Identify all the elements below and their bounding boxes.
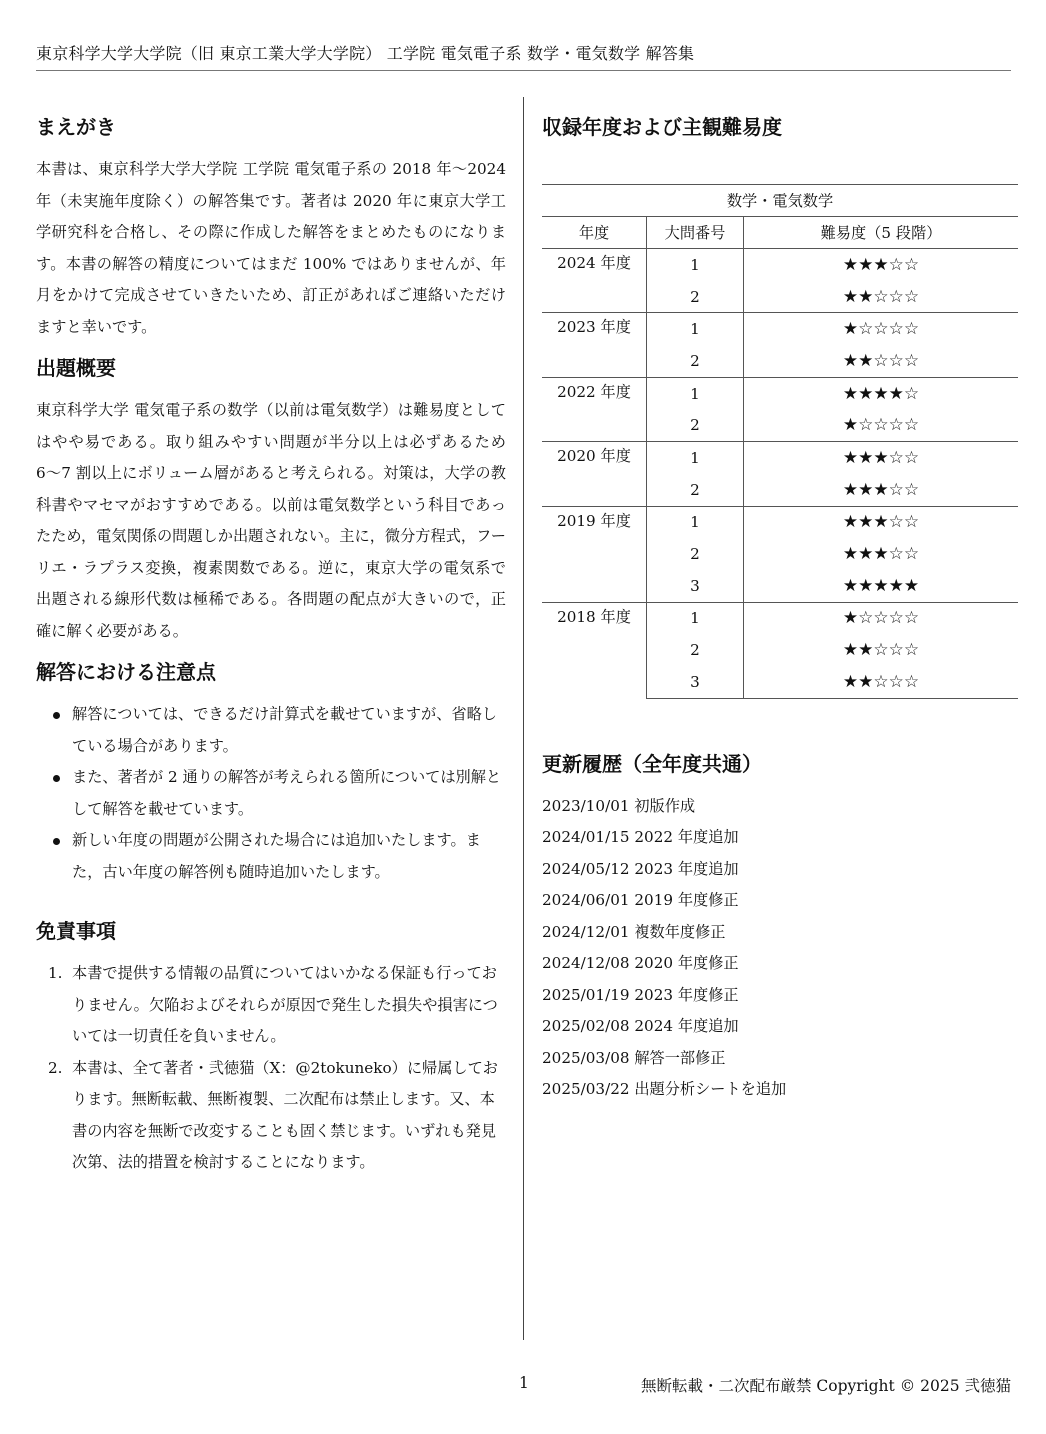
disclaimer-item-text: 本書は、全て著者・弐徳猫（X：@2tokuneko）に帰属しております。無断転載、無断複製、二次配布は禁止します。又、本書の内容を無断で改変することも固く禁じます。いずれも発見次第、法的措置を検討することになります。 — [72, 1058, 498, 1171]
difficulty-cell — [744, 442, 1019, 474]
running-header: 東京科学大学大学院（旧 東京工業大学大学院） 工学院 電気電子系 数学・電気数学 解答集 — [36, 44, 695, 63]
column-header-question: 大問番号 — [647, 217, 744, 249]
history-item: 2024/12/01 複数年度修正 — [542, 922, 726, 941]
preface-section — [36, 112, 506, 343]
difficulty-cell — [744, 570, 1019, 602]
difficulty-cell — [744, 377, 1019, 409]
question-number-cell: 2 — [647, 474, 744, 506]
notes-item — [72, 699, 506, 762]
difficulty-cell — [744, 538, 1019, 570]
disclaimer-item — [48, 1053, 506, 1179]
history-item: 2024/01/15 2022 年度追加 — [542, 828, 739, 847]
question-number-cell: 1 — [647, 377, 744, 409]
history-item: 2025/03/22 出題分析シートを追加 — [542, 1080, 787, 1099]
history-item: 2024/06/01 2019 年度修正 — [542, 891, 739, 910]
difficulty-cell — [744, 249, 1019, 281]
year-cell: 2020 年度 — [542, 442, 647, 506]
year-cell: 2024 年度 — [542, 249, 647, 313]
right-column — [542, 112, 1018, 1106]
overview-text: 東京科学大学 電気電子系の数学（以前は電気数学）は難易度としてはやや易である。取り組みやすい問題が半分以上は必ずあるため 6〜7 割以上にボリューム層があると考えられる。対策は，大学の教科書やマセマがおすすめである。以前は電気数学という科目であったため，電気関係の問題しか出題されない。主に，微分方程式，フーリエ・ラプラス変換，複素関数である。逆に，東京大学の電気系で出題される線形代数は極稀である。各問題の配点が大きいので，正確に解く必要がある。 — [36, 401, 507, 640]
table-row — [542, 602, 1018, 634]
question-number-cell: 1 — [647, 442, 744, 474]
year-cell: 2023 年度 — [542, 313, 647, 377]
history-item: 2023/10/01 初版作成 — [542, 796, 696, 815]
star-rating-icon: ★★★☆☆ — [842, 254, 920, 275]
year-cell: 2022 年度 — [542, 377, 647, 441]
difficulty-cell — [744, 313, 1019, 345]
question-number-cell: 1 — [647, 313, 744, 345]
star-rating-icon: ★★☆☆☆ — [842, 350, 920, 371]
question-number-cell: 2 — [647, 634, 744, 666]
bullet-icon — [53, 838, 60, 845]
disclaimer-item-text: 本書で提供する情報の品質についてはいかなる保証も行っておりません。欠陥およびそれらが原因で発生した損失や損害については一切責任を負いません。 — [72, 964, 498, 1045]
history-item: 2024/05/12 2023 年度追加 — [542, 859, 739, 878]
difficulty-cell — [744, 602, 1019, 634]
star-rating-icon: ★★☆☆☆ — [842, 671, 920, 692]
star-rating-icon: ★★★★☆ — [842, 383, 920, 404]
table-row — [542, 442, 1018, 474]
difficulty-cell — [744, 345, 1019, 377]
column-header-year: 年度 — [542, 217, 647, 249]
question-number-cell: 1 — [647, 249, 744, 281]
difficulty-table-body — [542, 249, 1018, 699]
star-rating-icon: ★★★☆☆ — [842, 512, 920, 533]
difficulty-table — [542, 184, 1018, 699]
question-number-cell: 1 — [647, 506, 744, 538]
star-rating-icon: ★★☆☆☆ — [842, 640, 920, 661]
bullet-icon — [53, 712, 60, 719]
item-number: 1. — [48, 964, 63, 982]
overview-section — [36, 353, 506, 647]
disclaimer-heading: 免責事項 — [36, 919, 116, 943]
question-number-cell: 3 — [647, 570, 744, 602]
page-number: 1 — [519, 1374, 529, 1392]
disclaimer-list — [36, 958, 506, 1179]
disclaimer-item — [48, 958, 506, 1053]
table-row — [542, 506, 1018, 538]
column-divider — [523, 97, 524, 1340]
notes-item-text: また、著者が 2 通りの解答が考えられる箇所については別解として解答を載せています。 — [72, 768, 502, 818]
star-rating-icon: ★☆☆☆☆ — [842, 319, 920, 340]
history-list — [542, 791, 1018, 1106]
disclaimer-section — [36, 916, 506, 1179]
question-number-cell: 2 — [647, 345, 744, 377]
star-rating-icon: ★☆☆☆☆ — [842, 415, 920, 436]
star-rating-icon: ★★★☆☆ — [842, 544, 920, 565]
history-item: 2024/12/08 2020 年度修正 — [542, 954, 739, 973]
table-row — [542, 249, 1018, 281]
year-cell: 2018 年度 — [542, 602, 647, 698]
notes-item-text: 解答については、できるだけ計算式を載せていますが、省略している場合があります。 — [72, 705, 497, 755]
copyright-notice: 無断転載・二次配布厳禁 Copyright © 2025 弐徳猫 — [640, 1377, 1011, 1395]
history-item: 2025/01/19 2023 年度修正 — [542, 985, 739, 1004]
difficulty-cell — [744, 506, 1019, 538]
question-number-cell: 2 — [647, 538, 744, 570]
notes-heading: 解答における注意点 — [36, 660, 216, 684]
preface-text: 本書は、東京科学大学大学院 工学院 電気電子系の 2018 年〜2024 年（未実施年度除く）の解答集です。著者は 2020 年に東京大学工学研究科を合格し、その際に作成した解答をまとめたものになります。本書の解答の精度についてはまだ 100% ではありませんが、年月をかけて完成させていきたいため、訂正があればご連絡いただけますと幸いです。 — [36, 160, 506, 336]
notes-item — [72, 762, 506, 825]
star-rating-icon: ★★★☆☆ — [842, 479, 920, 500]
bullet-icon — [53, 775, 60, 782]
table-caption: 数学・電気数学 — [542, 185, 1018, 217]
item-number: 2. — [48, 1058, 63, 1077]
table-row — [542, 313, 1018, 345]
question-number-cell: 2 — [647, 409, 744, 441]
question-number-cell: 3 — [647, 666, 744, 698]
question-number-cell: 1 — [647, 602, 744, 634]
preface-heading: まえがき — [36, 115, 116, 139]
table-row — [542, 377, 1018, 409]
left-column — [36, 112, 506, 1187]
notes-list — [36, 699, 506, 888]
star-rating-icon: ★★★★★ — [842, 575, 920, 596]
difficulty-cell — [744, 666, 1019, 698]
question-number-cell: 2 — [647, 281, 744, 313]
difficulty-heading: 収録年度および主観難易度 — [542, 115, 782, 139]
difficulty-cell — [744, 409, 1019, 441]
difficulty-cell — [744, 634, 1019, 666]
star-rating-icon: ★☆☆☆☆ — [842, 608, 920, 629]
history-item: 2025/03/08 解答一部修正 — [542, 1048, 726, 1067]
header-rule — [36, 70, 1011, 71]
star-rating-icon: ★★☆☆☆ — [842, 286, 920, 307]
notes-item-text: 新しい年度の問題が公開された場合には追加いたします。また，古い年度の解答例も随時追加いたします。 — [72, 831, 481, 881]
history-section — [542, 749, 1018, 1106]
history-heading: 更新履歴（全年度共通） — [542, 751, 762, 776]
history-item: 2025/02/08 2024 年度追加 — [542, 1017, 739, 1036]
difficulty-cell — [744, 474, 1019, 506]
star-rating-icon: ★★★☆☆ — [842, 447, 920, 468]
year-cell: 2019 年度 — [542, 506, 647, 602]
notes-item — [72, 825, 506, 888]
notes-section — [36, 657, 506, 888]
column-header-difficulty: 難易度（5 段階） — [744, 217, 1019, 249]
overview-heading: 出題概要 — [36, 356, 116, 380]
difficulty-cell — [744, 281, 1019, 313]
